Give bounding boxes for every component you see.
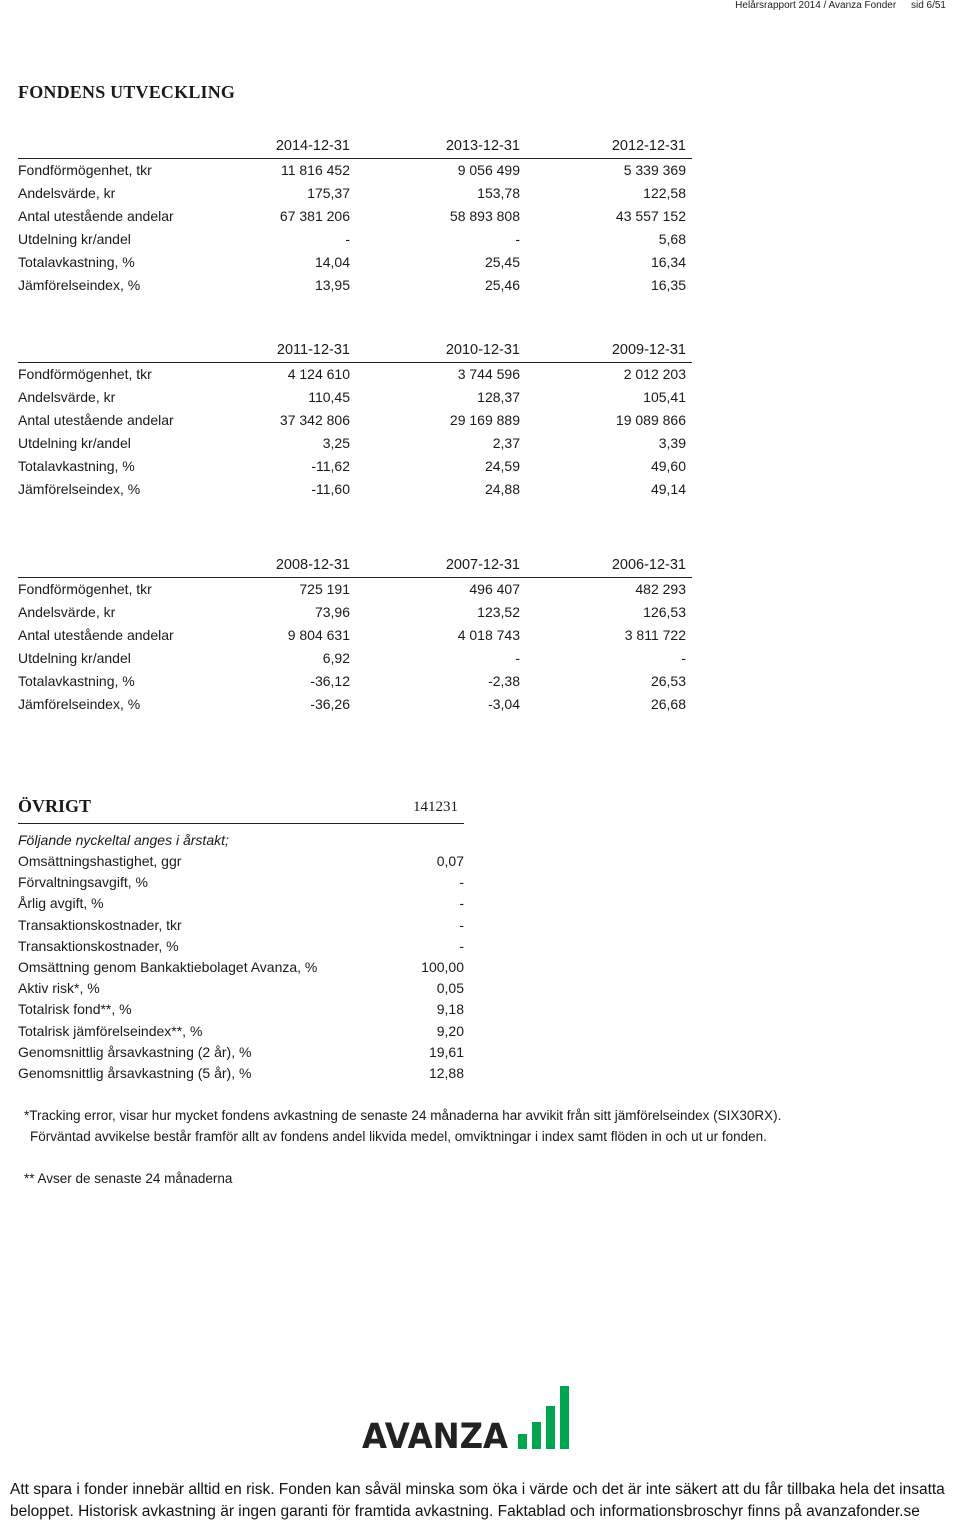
cell-value: 24,88 xyxy=(484,481,520,497)
table-row xyxy=(18,478,692,501)
cell-value: 67 381 206 xyxy=(279,208,350,224)
logo-bar xyxy=(518,1434,527,1449)
item-value: 0,07 xyxy=(436,853,464,869)
cell-value: 24,59 xyxy=(484,458,520,474)
cell-value: 16,34 xyxy=(650,254,686,270)
item-value: 9,20 xyxy=(436,1022,464,1039)
table-row xyxy=(18,251,692,274)
cell-value: 482 293 xyxy=(635,581,686,597)
section-intro: Följande nyckeltal anges i årstakt; xyxy=(18,832,229,848)
cell-value: -11,62 xyxy=(311,458,350,474)
cell-value: 5,68 xyxy=(658,231,686,247)
cell-value: - xyxy=(345,231,350,247)
table-row xyxy=(18,386,692,409)
cell-value: 2,37 xyxy=(492,435,520,451)
item-label: Genomsnittlig årsavkastning (2 år), % xyxy=(18,1043,252,1060)
list-item xyxy=(18,893,464,914)
cell-value: 175,37 xyxy=(307,185,350,201)
cell-value: -2,38 xyxy=(488,673,520,689)
cell-value: 2 012 203 xyxy=(623,366,686,382)
cell-value: 16,35 xyxy=(650,277,686,293)
item-value: 9,18 xyxy=(436,1001,464,1018)
column-date: 2014-12-31 xyxy=(275,138,350,154)
table-row xyxy=(18,182,692,205)
row-label: Antal utestående andelar xyxy=(18,412,174,428)
item-value: - xyxy=(459,895,464,912)
cell-value: 49,14 xyxy=(650,481,686,497)
report-name: Helårsrapport 2014 / Avanza Fonder xyxy=(735,0,897,11)
cell-value: 5 339 369 xyxy=(623,162,686,178)
cell-value: -3,04 xyxy=(488,696,520,712)
cell-value: 153,78 xyxy=(477,185,520,201)
item-label: Förvaltningsavgift, % xyxy=(18,874,148,891)
table-row xyxy=(18,647,692,670)
column-date: 2008-12-31 xyxy=(275,557,350,573)
cell-value: 105,41 xyxy=(643,389,686,405)
item-label: Omsättningshastighet, ggr xyxy=(18,853,182,869)
column-date: 2013-12-31 xyxy=(445,138,520,154)
row-label: Antal utestående andelar xyxy=(18,208,174,224)
list-item xyxy=(18,1042,464,1063)
cell-value: 26,53 xyxy=(650,673,686,689)
table-row xyxy=(18,205,692,228)
list-item xyxy=(18,851,464,872)
section-title: ÖVRIGT xyxy=(18,796,92,816)
cell-value: 123,52 xyxy=(477,604,520,620)
cell-value: - xyxy=(681,650,686,666)
row-label: Fondförmögenhet, tkr xyxy=(18,366,152,382)
cell-value: 37 342 806 xyxy=(279,412,350,428)
cell-value: 3 744 596 xyxy=(457,366,520,382)
item-value: - xyxy=(459,874,464,891)
item-label: Totalrisk fond**, % xyxy=(18,1001,132,1018)
item-label: Omsättning genom Bankaktiebolaget Avanza, % xyxy=(18,958,318,975)
footnote-tracking-error-cont: Förväntad avvikelse består framför allt av fondens andel likvida medel, omviktningar i index samt flöden in och ut ur fonden. xyxy=(30,1129,767,1144)
row-label: Jämförelseindex, % xyxy=(18,696,141,712)
row-label: Fondförmögenhet, tkr xyxy=(18,581,152,597)
table-row xyxy=(18,159,692,182)
section-date: 141231 xyxy=(413,799,458,815)
cell-value: 25,46 xyxy=(484,277,520,293)
cell-value: 122,58 xyxy=(643,185,686,201)
list-item xyxy=(18,936,464,957)
cell-value: -36,12 xyxy=(310,673,350,689)
item-label: Årlig avgift, % xyxy=(18,895,104,912)
key-figures-list xyxy=(18,851,464,1084)
table-header xyxy=(18,555,692,578)
row-label: Totalavkastning, % xyxy=(18,254,135,270)
row-label: Fondförmögenhet, tkr xyxy=(18,162,152,178)
row-label: Jämförelseindex, % xyxy=(18,277,141,293)
cell-value: -11,60 xyxy=(311,481,350,497)
table-header xyxy=(18,136,692,159)
column-date: 2011-12-31 xyxy=(276,342,350,358)
table-header xyxy=(18,340,692,363)
row-label: Utdelning kr/andel xyxy=(18,435,131,451)
item-value: 100,00 xyxy=(421,958,464,975)
footnote-period: ** Avser de senaste 24 månaderna xyxy=(24,1171,233,1186)
performance-table-2014-2012 xyxy=(18,136,692,297)
row-label: Andelsvärde, kr xyxy=(18,389,116,405)
table-row xyxy=(18,228,692,251)
cell-value: 126,53 xyxy=(643,604,686,620)
table-row xyxy=(18,693,692,716)
list-item xyxy=(18,915,464,936)
cell-value: 43 557 152 xyxy=(615,208,686,224)
table-row xyxy=(18,578,692,601)
table-row xyxy=(18,274,692,297)
row-label: Jämförelseindex, % xyxy=(18,481,141,497)
list-item xyxy=(18,978,464,999)
logo-bar xyxy=(546,1406,555,1449)
item-value: 12,88 xyxy=(428,1064,464,1081)
column-date: 2007-12-31 xyxy=(445,557,520,573)
item-value: 19,61 xyxy=(428,1043,464,1060)
cell-value: 4 124 610 xyxy=(287,366,350,382)
cell-value: 4 018 743 xyxy=(457,627,520,643)
item-label: Aktiv risk*, % xyxy=(18,980,100,997)
table-row xyxy=(18,670,692,693)
footnote-tracking-error: *Tracking error, visar hur mycket fondens avkastning de senaste 24 månaderna har avvikit från sitt jämförelseindex (SIX30RX). xyxy=(24,1108,782,1123)
cell-value: 110,45 xyxy=(308,389,350,405)
cell-value: -36,26 xyxy=(310,696,350,712)
item-label: Totalrisk jämförelseindex**, % xyxy=(18,1022,203,1039)
row-label: Andelsvärde, kr xyxy=(18,604,116,620)
cell-value: - xyxy=(515,231,520,247)
cell-value: 3 811 722 xyxy=(624,627,686,643)
list-item xyxy=(18,999,464,1020)
table-row xyxy=(18,455,692,478)
cell-value: 49,60 xyxy=(650,458,686,474)
list-item xyxy=(18,957,464,978)
avanza-logo-graphic xyxy=(362,1384,578,1452)
performance-table-2008-2006 xyxy=(18,555,692,716)
cell-value: 3,39 xyxy=(658,435,686,451)
cell-value: 58 893 808 xyxy=(449,208,520,224)
table-row xyxy=(18,409,692,432)
performance-table-2011-2009 xyxy=(18,340,692,501)
page-title: FONDENS UTVECKLING xyxy=(18,82,236,102)
item-value: - xyxy=(459,916,464,933)
page-number: sid 6/51 xyxy=(910,0,946,11)
cell-value: - xyxy=(515,650,520,666)
column-date: 2006-12-31 xyxy=(611,557,686,573)
cell-value: 29 169 889 xyxy=(449,412,520,428)
row-label: Totalavkastning, % xyxy=(18,458,135,474)
cell-value: 25,45 xyxy=(484,254,520,270)
table-row xyxy=(18,624,692,647)
cell-value: 13,95 xyxy=(314,277,350,293)
risk-disclaimer: Att spara i fonder innebär alltid en risk. Fonden kan såväl minska som öka i värde och det är inte säkert att du får tillbaka hela det insatta beloppet. Historisk avkastning är ingen garanti för framtida avkastning. Faktablad och informationsbroschyr finns på avanzafonder.se xyxy=(10,1481,945,1520)
list-item xyxy=(18,1063,464,1084)
cell-value: 9 804 631 xyxy=(287,627,350,643)
item-label: Transaktionskostnader, tkr xyxy=(18,916,182,933)
row-label: Utdelning kr/andel xyxy=(18,650,131,666)
logo-bar xyxy=(532,1422,541,1449)
column-date: 2012-12-31 xyxy=(611,138,686,154)
table-row xyxy=(18,601,692,624)
item-value: - xyxy=(459,937,464,954)
cell-value: 9 056 499 xyxy=(457,162,520,178)
column-date: 2010-12-31 xyxy=(445,342,520,358)
table-row xyxy=(18,363,692,386)
row-label: Utdelning kr/andel xyxy=(18,231,131,247)
row-label: Andelsvärde, kr xyxy=(18,185,116,201)
divider xyxy=(18,823,464,824)
cell-value: 725 191 xyxy=(299,581,350,597)
cell-value: 496 407 xyxy=(469,581,520,597)
list-item xyxy=(18,872,464,893)
row-label: Antal utestående andelar xyxy=(18,627,174,643)
avanza-logo xyxy=(362,1384,578,1452)
item-label: Genomsnittlig årsavkastning (5 år), % xyxy=(18,1064,252,1081)
item-value: 0,05 xyxy=(436,980,464,997)
cell-value: 26,68 xyxy=(650,696,686,712)
item-label: Transaktionskostnader, % xyxy=(18,937,179,954)
cell-value: 3,25 xyxy=(322,435,350,451)
cell-value: 19 089 866 xyxy=(615,412,686,428)
row-label: Totalavkastning, % xyxy=(18,673,135,689)
cell-value: 14,04 xyxy=(314,254,350,270)
column-date: 2009-12-31 xyxy=(611,342,686,358)
table-row xyxy=(18,432,692,455)
cell-value: 73,96 xyxy=(314,604,350,620)
logo-wordmark: AVANZA xyxy=(362,1417,508,1452)
cell-value: 11 816 452 xyxy=(280,162,350,178)
cell-value: 128,37 xyxy=(477,389,520,405)
page-header xyxy=(723,0,946,11)
cell-value: 6,92 xyxy=(322,650,350,666)
list-item xyxy=(18,1021,464,1042)
logo-bar xyxy=(560,1386,569,1449)
